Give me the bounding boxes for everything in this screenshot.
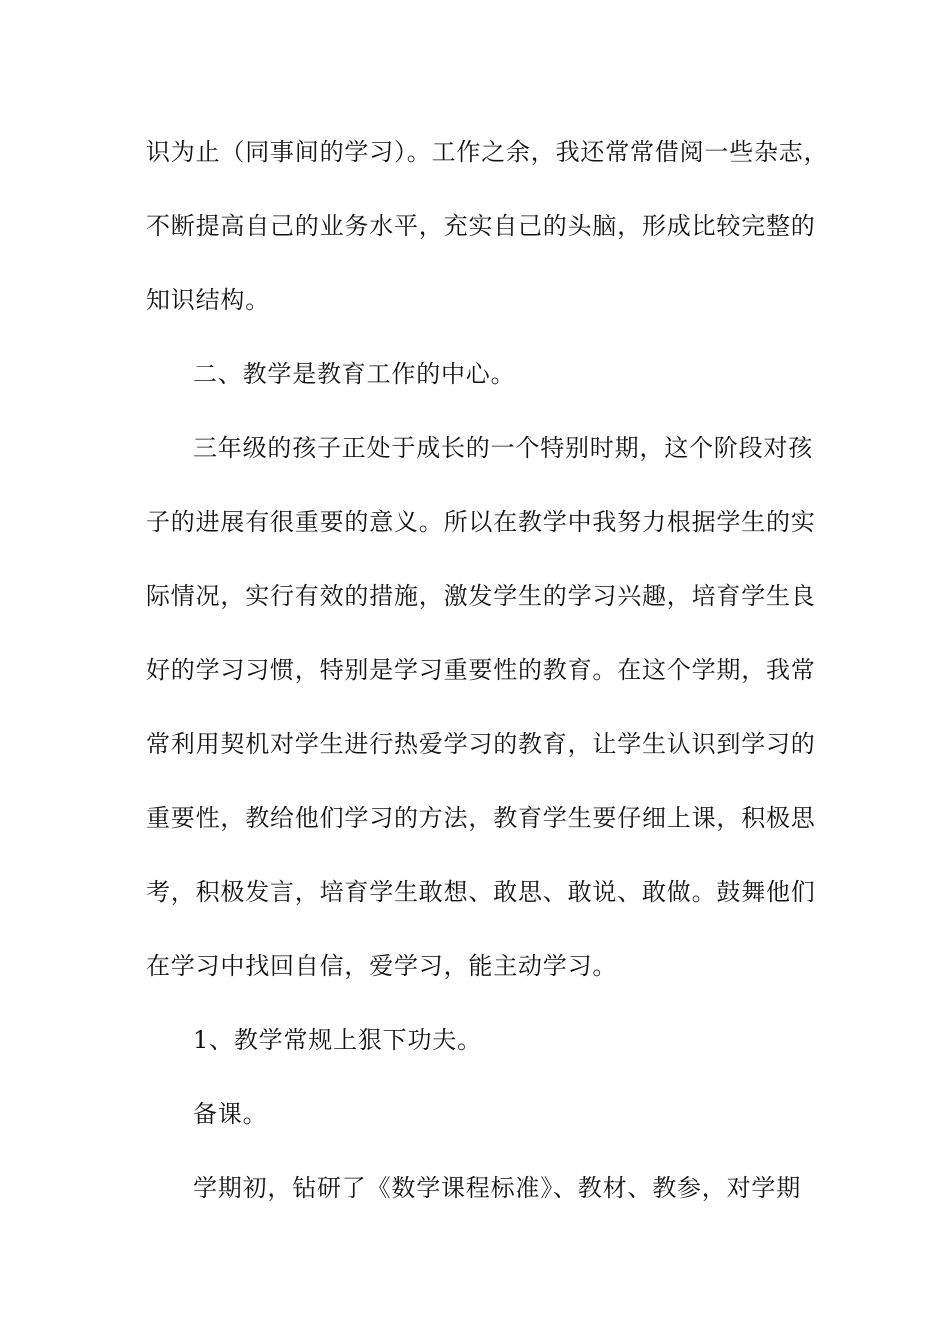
text-line: 际情况，实行有效的措施，激发学生的学习兴趣，培育学生良 xyxy=(146,582,816,610)
subsection-heading: 1、教学常规上狠下功夫。 xyxy=(193,1026,482,1054)
text-line: 在学习中找回自信，爱学习，能主动学习。 xyxy=(146,952,618,980)
text-line: 考，积极发言，培育学生敢想、敢思、敢说、敢做。鼓舞他们 xyxy=(146,878,816,906)
text-line: 不断提高自己的业务水平，充实自己的头脑，形成比较完整的 xyxy=(146,212,816,240)
text-line: 重要性，教给他们学习的方法，教育学生要仔细上课，积极思 xyxy=(146,804,816,832)
text-line: 好的学习习惯，特别是学习重要性的教育。在这个学期，我常 xyxy=(146,656,816,684)
text-line: 子的进展有很重要的意义。所以在教学中我努力根据学生的实 xyxy=(146,508,816,536)
text-line: 知识结构。 xyxy=(146,286,270,314)
text-line: 识为止（同事间的学习）。工作之余，我还常常借阅一些杂志， xyxy=(146,138,829,166)
text-line: 三年级的孩子正处于成长的一个特别时期，这个阶段对孩 xyxy=(193,434,813,462)
subsection-heading: 备课。 xyxy=(193,1100,268,1128)
text-line: 常利用契机对学生进行热爱学习的教育，让学生认识到学习的 xyxy=(146,730,816,758)
text-line: 学期初，钻研了《数学课程标准》、教材、教参，对学期 xyxy=(193,1174,801,1202)
section-heading: 二、教学是教育工作的中心。 xyxy=(193,360,516,388)
